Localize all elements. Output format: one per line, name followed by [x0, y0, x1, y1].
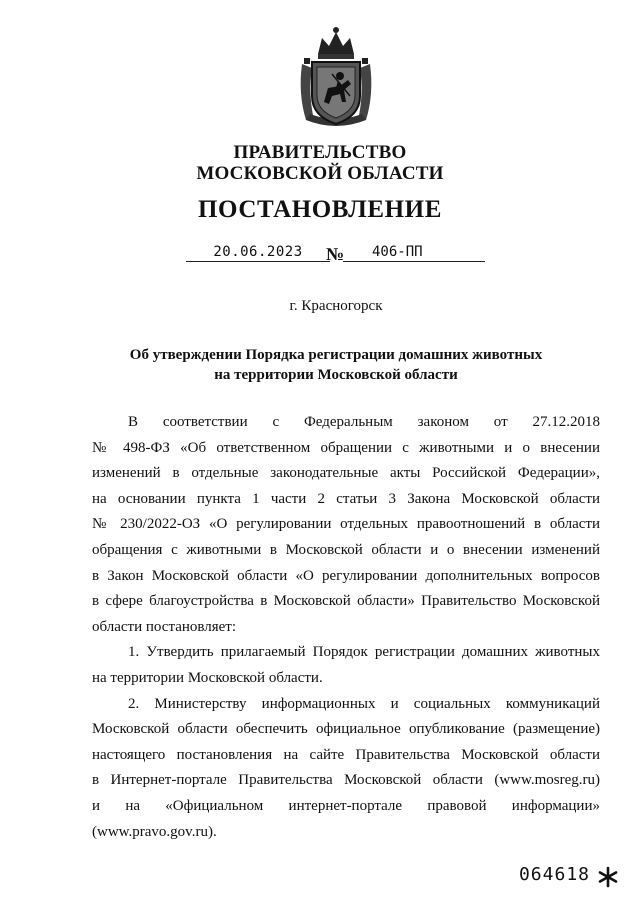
- document-title-line-1: Об утверждении Порядка регистрации домашних животных: [129, 347, 543, 363]
- text-line: изменений в отдельные законодательные акты Российской Федерации»,: [92, 465, 600, 482]
- text-line: 2. Министерству информационных и социальных коммуникаций: [128, 695, 600, 712]
- text-line: В соответствии с Федеральным законом от 27.12.2018: [128, 414, 600, 430]
- text-line: и на «Официальном интернет-портале правовой информации»: [92, 797, 600, 814]
- text-line: на основании пункта 1 части 2 статьи 3 Закона Московской области: [92, 490, 600, 507]
- paragraph-preamble: [92, 410, 600, 640]
- date-underline: [186, 261, 330, 262]
- text-line: № 230/2022-ОЗ «О регулировании отдельных правоотношений в области: [92, 516, 600, 533]
- text-line: в сфере благоустройства в Московской области» Правительство Московской: [92, 593, 600, 610]
- asterisk-mark-icon: [597, 866, 619, 888]
- paragraph-item-2: [92, 692, 600, 846]
- document-title: [80, 345, 592, 385]
- text-line: области постановляет:: [92, 618, 237, 635]
- text-line: на территории Московской области.: [92, 669, 323, 686]
- text-line: обращения с животными в Московской области и о внесении изменений: [92, 541, 600, 558]
- text-line: настоящего постановления на сайте Правительства Московской области: [92, 746, 600, 763]
- document-title-line-2: на территории Московской области: [214, 367, 458, 383]
- number-underline: [343, 261, 485, 262]
- government-name-line-2: МОСКОВСКОЙ ОБЛАСТИ: [196, 163, 444, 184]
- number-sign: №: [326, 244, 345, 264]
- text-line: в Интернет-портале Правительства Московской области (www.mosreg.ru): [92, 772, 600, 789]
- document-type-heading: ПОСТАНОВЛЕНИЕ: [197, 196, 443, 223]
- document-date: 20.06.2023: [213, 244, 303, 260]
- coat-of-arms-icon: [296, 24, 376, 132]
- paragraph-item-1: [92, 640, 600, 691]
- text-line: № 498-ФЗ «Об ответственном обращении с животными и о внесении: [92, 439, 600, 456]
- text-line: Московской области обеспечить официальное опубликование (размещение): [92, 721, 600, 738]
- government-name-line-1: ПРАВИТЕЛЬСТВО: [233, 142, 407, 163]
- document-number: 406-ПП: [372, 244, 423, 260]
- city-of-issue: г. Красногорск: [289, 298, 383, 314]
- text-line: (www.pravo.gov.ru).: [92, 823, 217, 840]
- text-line: в Закон Московской области «О регулировании дополнительных вопросов: [92, 567, 600, 584]
- document-body: [92, 410, 600, 845]
- text-line: 1. Утвердить прилагаемый Порядок регистрации домашних животных: [128, 644, 600, 661]
- serial-number: 064618: [518, 864, 590, 885]
